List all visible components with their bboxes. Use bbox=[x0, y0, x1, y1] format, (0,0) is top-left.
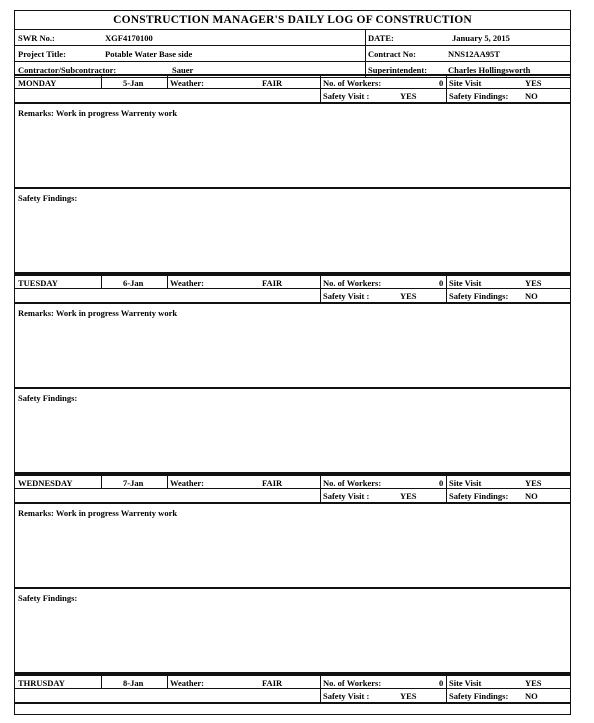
weather-label: Weather: bbox=[170, 678, 204, 688]
day-name: WEDNESDAY bbox=[18, 478, 73, 488]
site-visit-label: Site Visit bbox=[449, 478, 482, 488]
workers-value: 0 bbox=[439, 678, 444, 688]
remarks-box-wednesday bbox=[15, 504, 570, 589]
workers-label: No. of Workers: bbox=[323, 678, 382, 688]
weather-value: FAIR bbox=[262, 278, 283, 288]
superintendent-label: Superintendent: bbox=[368, 65, 428, 75]
remarks-box-monday bbox=[15, 104, 570, 189]
day-block-monday bbox=[15, 74, 570, 104]
site-visit-value: YES bbox=[525, 678, 542, 688]
weather-value: FAIR bbox=[262, 478, 283, 488]
safety-visit-value: YES bbox=[400, 491, 417, 501]
safety-findings-label: Safety Findings: bbox=[449, 491, 509, 501]
safety-visit-label: Safety Visit : bbox=[323, 491, 370, 501]
swr-value: XGF4170100 bbox=[105, 33, 153, 43]
site-visit-label: Site Visit bbox=[449, 678, 482, 688]
day-name: MONDAY bbox=[18, 78, 57, 88]
safety-findings-value: NO bbox=[525, 491, 538, 501]
remarks-text: Remarks: Work in progress Warrenty work bbox=[18, 108, 178, 118]
contractor-value: Sauer bbox=[172, 65, 194, 75]
safety-findings-text: Safety Findings: bbox=[18, 593, 78, 603]
safety-visit-value: YES bbox=[400, 691, 417, 701]
workers-value: 0 bbox=[439, 478, 444, 488]
safety-findings-box-tuesday bbox=[15, 389, 570, 474]
weather-value: FAIR bbox=[262, 678, 283, 688]
site-visit-value: YES bbox=[525, 478, 542, 488]
project-value: Potable Water Base side bbox=[105, 49, 193, 59]
remarks-text: Remarks: Work in progress Warrenty work bbox=[18, 308, 178, 318]
header-row-swr bbox=[15, 30, 570, 46]
safety-visit-value: YES bbox=[400, 291, 417, 301]
form-title: CONSTRUCTION MANAGER'S DAILY LOG OF CONSTRUCTION bbox=[15, 11, 570, 30]
site-visit-label: Site Visit bbox=[449, 78, 482, 88]
safety-findings-box-monday bbox=[15, 189, 570, 274]
superintendent-value: Charles Hollingsworth bbox=[448, 65, 531, 75]
daily-log-form bbox=[14, 10, 571, 715]
day-name: TUESDAY bbox=[18, 278, 58, 288]
day-block-tuesday bbox=[15, 274, 570, 304]
day-date: 5-Jan bbox=[123, 78, 144, 88]
safety-findings-text: Safety Findings: bbox=[18, 193, 78, 203]
workers-value: 0 bbox=[439, 278, 444, 288]
safety-visit-value: YES bbox=[400, 91, 417, 101]
safety-visit-label: Safety Visit : bbox=[323, 691, 370, 701]
weather-label: Weather: bbox=[170, 78, 204, 88]
safety-findings-label: Safety Findings: bbox=[449, 291, 509, 301]
date-label: DATE: bbox=[368, 33, 394, 43]
header-row-project bbox=[15, 46, 570, 62]
safety-findings-value: NO bbox=[525, 91, 538, 101]
day-name: THRUSDAY bbox=[18, 678, 65, 688]
contract-label: Contract No: bbox=[368, 49, 416, 59]
safety-visit-label: Safety Visit : bbox=[323, 291, 370, 301]
day-date: 6-Jan bbox=[123, 278, 144, 288]
project-label: Project Title: bbox=[18, 49, 66, 59]
safety-visit-label: Safety Visit : bbox=[323, 91, 370, 101]
day-date: 8-Jan bbox=[123, 678, 144, 688]
safety-findings-label: Safety Findings: bbox=[449, 91, 509, 101]
weather-value: FAIR bbox=[262, 78, 283, 88]
safety-findings-label: Safety Findings: bbox=[449, 691, 509, 701]
workers-label: No. of Workers: bbox=[323, 78, 382, 88]
date-value: January 5, 2015 bbox=[452, 33, 510, 43]
weather-label: Weather: bbox=[170, 478, 204, 488]
contract-value: NNS12AA95T bbox=[448, 49, 500, 59]
remarks-box-tuesday bbox=[15, 304, 570, 389]
workers-label: No. of Workers: bbox=[323, 478, 382, 488]
workers-label: No. of Workers: bbox=[323, 278, 382, 288]
workers-value: 0 bbox=[439, 78, 444, 88]
weather-label: Weather: bbox=[170, 278, 204, 288]
remarks-text: Remarks: Work in progress Warrenty work bbox=[18, 508, 178, 518]
site-visit-value: YES bbox=[525, 278, 542, 288]
contractor-label: Contractor/Subcontractor: bbox=[18, 65, 117, 75]
site-visit-value: YES bbox=[525, 78, 542, 88]
day-block-wednesday bbox=[15, 474, 570, 504]
site-visit-label: Site Visit bbox=[449, 278, 482, 288]
safety-findings-text: Safety Findings: bbox=[18, 393, 78, 403]
day-date: 7-Jan bbox=[123, 478, 144, 488]
swr-label: SWR No.: bbox=[18, 33, 55, 43]
day-block-thursday bbox=[15, 674, 570, 704]
safety-findings-value: NO bbox=[525, 691, 538, 701]
safety-findings-value: NO bbox=[525, 291, 538, 301]
safety-findings-box-wednesday bbox=[15, 589, 570, 674]
